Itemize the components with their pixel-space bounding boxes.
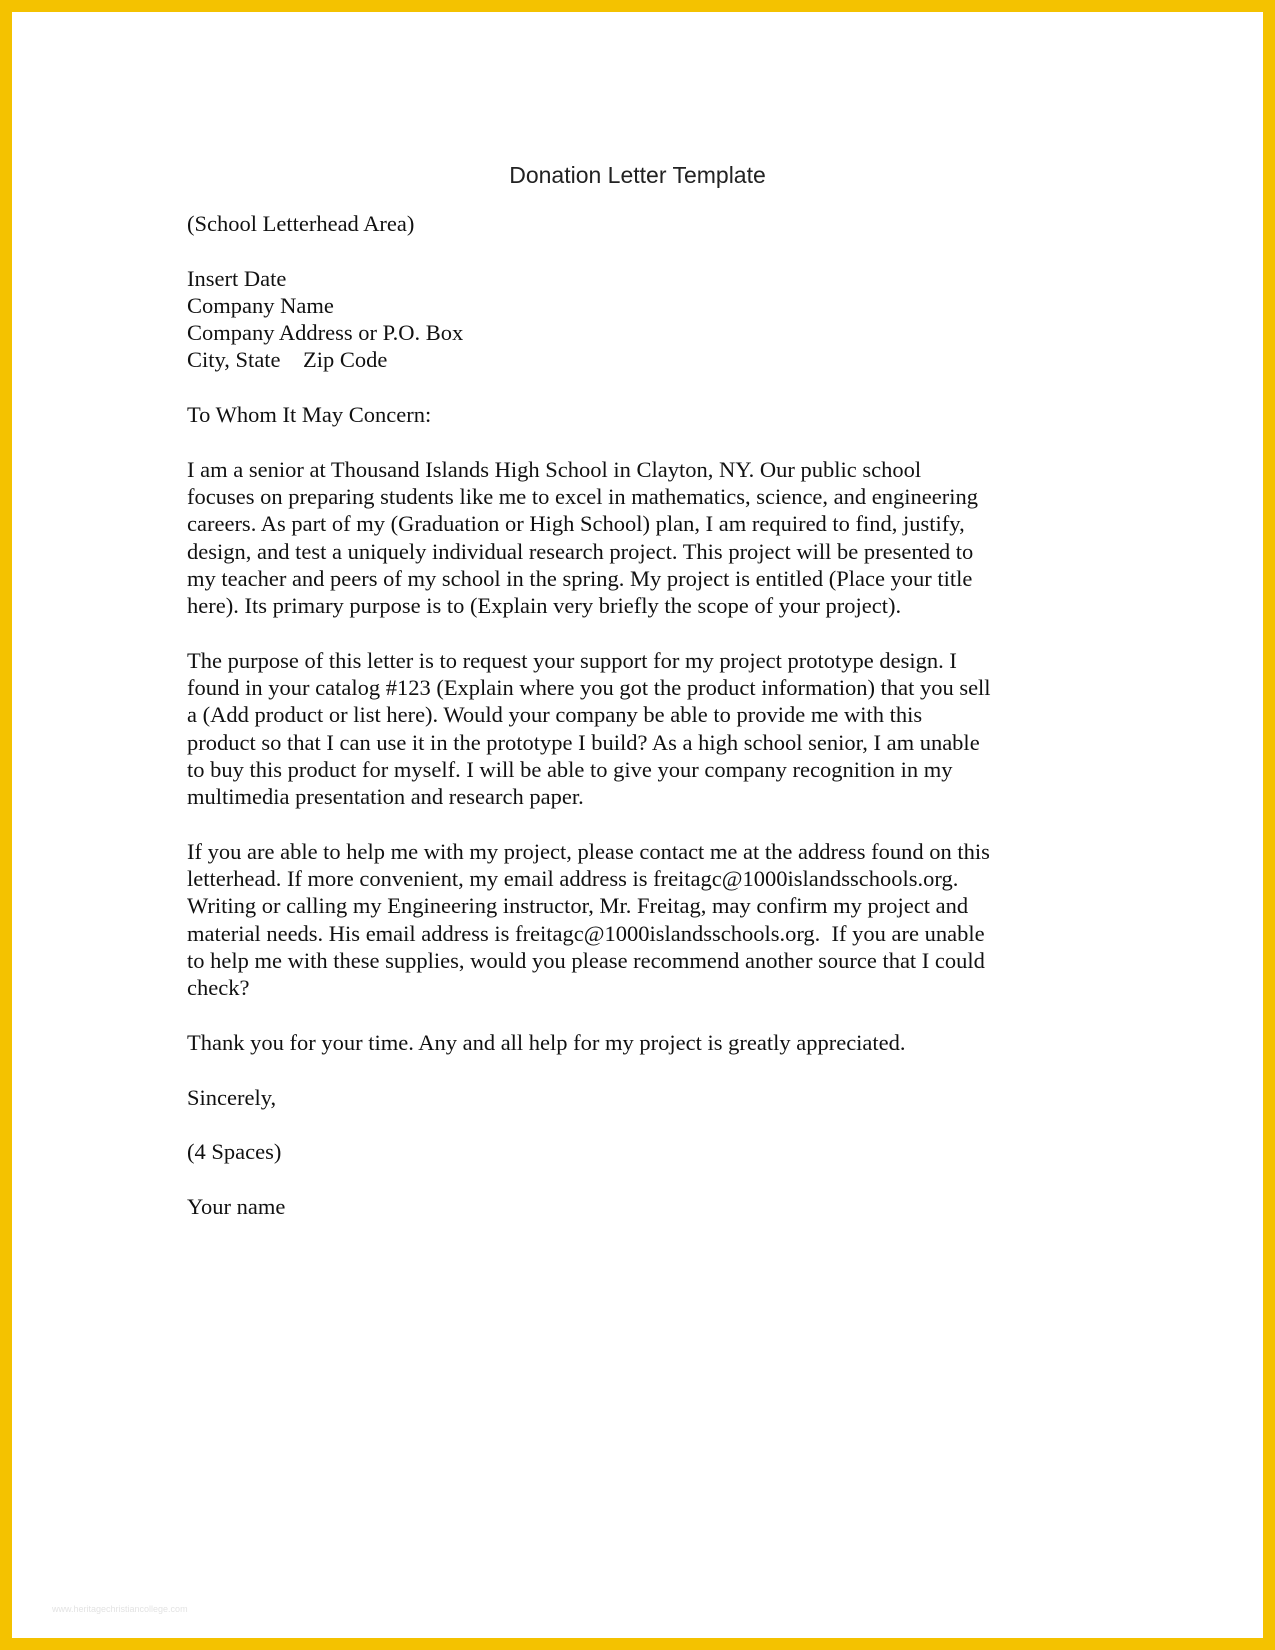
- spaces-note: (4 Spaces): [187, 1139, 282, 1165]
- document-title: Donation Letter Template: [509, 162, 766, 188]
- signature: Your name: [187, 1193, 286, 1219]
- company-name-line: Company Name: [187, 292, 334, 318]
- body-paragraph-thanks: Thank you for your time. Any and all help for my project is greatly appreciated.: [187, 1029, 906, 1055]
- body-paragraph-intro: I am a senior at Thousand Islands High School in Clayton, NY. Our public school focuses on preparing students like me to excel in mathematics, science, and engineering careers. As part of my (Graduation or High School) plan, I am required to find, justify, design, and test a uniquely individual research project. This project will be presented to my teacher and peers of my school in the spring. My project is entitled (Place your title here). Its primary purpose is to (Explain very briefly the scope of your project).: [187, 456, 978, 619]
- date-line: Insert Date: [187, 265, 287, 291]
- letterhead-placeholder: (School Letterhead Area): [187, 211, 415, 236]
- letter-page: [12, 12, 1263, 1638]
- body-paragraph-request: The purpose of this letter is to request your support for my project prototype design. I found in your catalog #123 (Explain where you got the product information) that you sell a (Add product or list here). Would your company be able to provide me with this product so that I can use it in the prototype I build? As a high school senior, I am unable to buy this product for myself. I will be able to give your company recognition in my multimedia presentation and research paper.: [187, 647, 991, 810]
- closing: Sincerely,: [187, 1084, 277, 1110]
- body-paragraph-contact: If you are able to help me with my project, please contact me at the address found on this letterhead. If more convenient, my email address is freitagc@1000islandsschools.org. Writing or calling my Engineering instructor, Mr. Freitag, may confirm my project and material needs. His email address is freitagc@1000islandsschools.org. If you are unable to help me with these supplies, would you please recommend another source that I could check?: [187, 838, 990, 1001]
- letter-body: [187, 210, 1187, 1247]
- recipient-address-block: [187, 265, 1187, 374]
- salutation: To Whom It May Concern:: [187, 402, 432, 428]
- city-state-zip-line: City, State Zip Code: [187, 347, 388, 373]
- watermark-text: www.heritagechristiancollege.com: [52, 1604, 188, 1614]
- company-address-line: Company Address or P.O. Box: [187, 320, 464, 346]
